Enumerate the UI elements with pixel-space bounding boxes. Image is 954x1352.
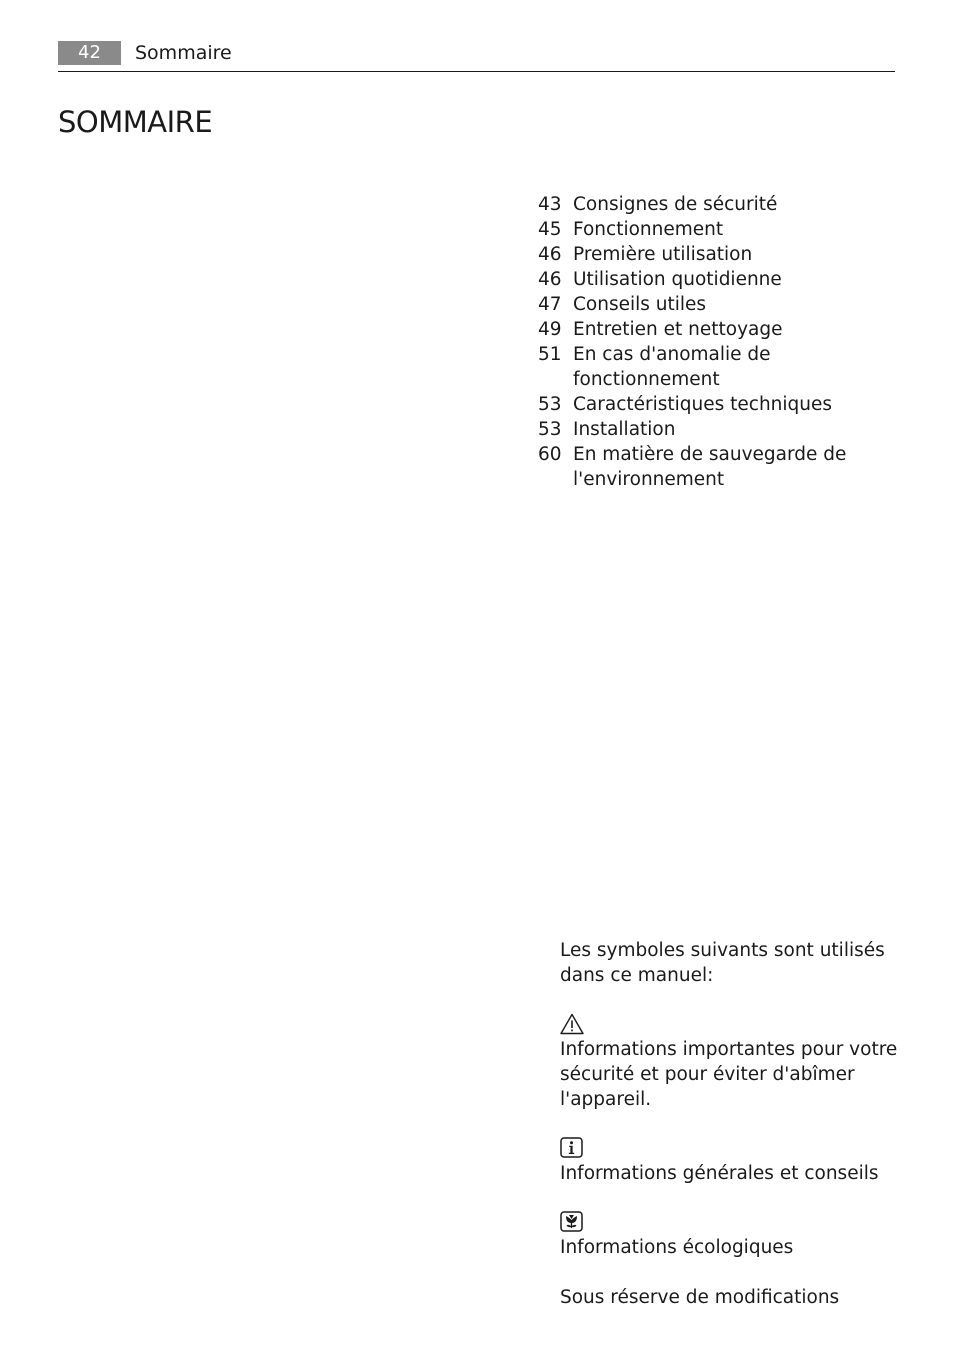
footer-note: Sous réserve de modifications — [560, 1287, 840, 1308]
symbol-description: Informations importantes pour votre sécurité et pour éviter d'abîmer l'appareil. — [560, 1039, 898, 1110]
table-of-contents — [538, 192, 898, 492]
toc-entry[interactable] — [538, 317, 898, 342]
toc-page-number: 49 — [538, 319, 562, 340]
symbol-description: Informations écologiques — [560, 1237, 794, 1258]
toc-label: Conseils utiles — [573, 294, 707, 315]
info-icon — [560, 1137, 584, 1159]
toc-label: Fonctionnement — [573, 219, 724, 240]
toc-page-number: 53 — [538, 419, 562, 440]
toc-page-number: 43 — [538, 194, 562, 215]
symbol-item-info — [560, 1137, 900, 1186]
symbols-intro: Les symboles suivants sont utilisés dans ce manuel: — [560, 940, 885, 986]
toc-entry[interactable] — [538, 442, 898, 492]
toc-label: Consignes de sécurité — [573, 194, 778, 215]
toc-entry[interactable] — [538, 392, 898, 417]
toc-entry[interactable] — [538, 267, 898, 292]
toc-page-number: 53 — [538, 394, 562, 415]
page-title: SOMMAIRE — [58, 105, 213, 139]
page-header — [58, 41, 895, 72]
page-number: 42 — [58, 41, 121, 65]
warning-triangle-icon — [560, 1013, 584, 1035]
symbols-legend — [560, 938, 900, 1310]
symbol-item-eco — [560, 1211, 900, 1260]
toc-entry[interactable] — [538, 192, 898, 217]
toc-page-number: 51 — [538, 344, 562, 365]
symbol-description: Informations générales et conseils — [560, 1163, 879, 1184]
toc-label: En matière de sauvegarde de l'environnement — [573, 444, 847, 490]
toc-entry[interactable] — [538, 217, 898, 242]
toc-label: Caractéristiques techniques — [573, 394, 833, 415]
toc-entry[interactable] — [538, 292, 898, 317]
toc-entry[interactable] — [538, 342, 898, 392]
symbol-item-warning — [560, 1013, 900, 1112]
toc-label: Utilisation quotidienne — [573, 269, 782, 290]
toc-entry[interactable] — [538, 417, 898, 442]
toc-page-number: 45 — [538, 219, 562, 240]
toc-page-number: 46 — [538, 269, 562, 290]
toc-page-number: 47 — [538, 294, 562, 315]
toc-label: Entretien et nettoyage — [573, 319, 783, 340]
toc-label: En cas d'anomalie de fonctionnement — [573, 344, 771, 390]
toc-label: Première utilisation — [573, 244, 753, 265]
toc-page-number: 60 — [538, 444, 562, 465]
toc-entry[interactable] — [538, 242, 898, 267]
toc-page-number: 46 — [538, 244, 562, 265]
header-section-title: Sommaire — [135, 42, 232, 64]
toc-label: Installation — [573, 419, 676, 440]
eco-flower-icon — [560, 1211, 584, 1233]
